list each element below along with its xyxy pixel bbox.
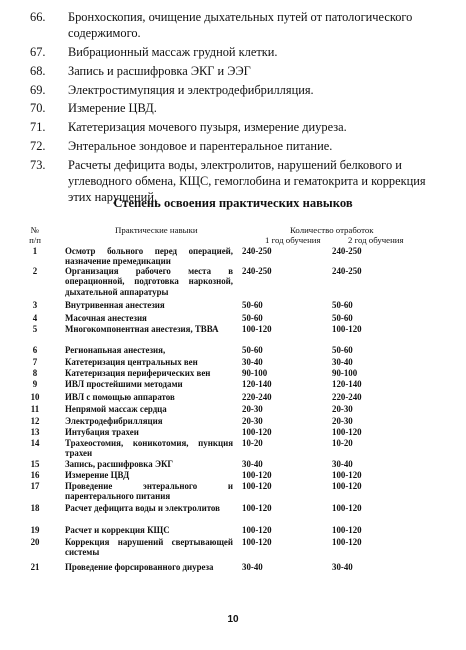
row-year1-count: 10-20 bbox=[242, 438, 263, 448]
row-year1-count: 240-250 bbox=[242, 246, 272, 256]
row-skill: Расчет дефицита воды и электролитов bbox=[65, 503, 220, 513]
row-year2-count: 20-30 bbox=[332, 404, 353, 414]
row-year2-count: 100-120 bbox=[332, 525, 362, 535]
row-year2-count: 20-30 bbox=[332, 416, 353, 426]
row-skill: Расчет и коррекция КЩС bbox=[65, 525, 170, 535]
col-header-number-sub: п/п bbox=[29, 235, 41, 245]
row-year1-count: 50-60 bbox=[242, 345, 263, 355]
row-number: 19 bbox=[30, 525, 40, 535]
row-number: 9 bbox=[32, 379, 38, 389]
row-year2-count: 30-40 bbox=[332, 562, 353, 572]
row-year1-count: 240-250 bbox=[242, 266, 272, 276]
list-item-number: 70. bbox=[30, 101, 46, 116]
row-number: 14 bbox=[30, 438, 40, 448]
row-number: 16 bbox=[30, 470, 40, 480]
row-year1-count: 50-60 bbox=[242, 313, 263, 323]
row-year2-count: 220-240 bbox=[332, 392, 362, 402]
row-skill: Интубация трахеи bbox=[65, 427, 139, 437]
row-year2-count: 90-100 bbox=[332, 368, 358, 378]
row-skill: Организация рабочего места в операционной, подготовка наркозной, дыхательной аппаратуры bbox=[65, 266, 233, 297]
row-number: 20 bbox=[30, 537, 40, 547]
list-item-text: Катетеризация мочевого пузыря, измерение диуреза. bbox=[68, 120, 347, 135]
list-item-text: Запись и расшифровка ЭКГ и ЭЭГ bbox=[68, 63, 251, 78]
row-year2-count: 100-120 bbox=[332, 324, 362, 334]
row-year1-count: 30-40 bbox=[242, 562, 263, 572]
row-year2-count: 240-250 bbox=[332, 246, 362, 256]
row-year2-count: 100-120 bbox=[332, 537, 362, 547]
list-item-number: 69. bbox=[30, 82, 46, 97]
row-skill: Измерение ЦВД bbox=[65, 470, 130, 480]
list-item-text: Электростимупяция и электродефибрилляция. bbox=[68, 82, 314, 97]
row-number: 2 bbox=[32, 266, 38, 276]
row-year2-count: 30-40 bbox=[332, 459, 353, 469]
row-skill: Электродефибрилляция bbox=[65, 416, 163, 426]
row-number: 4 bbox=[32, 313, 38, 323]
row-year1-count: 30-40 bbox=[242, 357, 263, 367]
row-year1-count: 100-120 bbox=[242, 481, 272, 491]
row-number: 10 bbox=[30, 392, 40, 402]
row-skill: Трахеостомия, коникотомия, пункция трахеи bbox=[65, 438, 233, 459]
row-year1-count: 100-120 bbox=[242, 525, 272, 535]
list-item-number: 71. bbox=[30, 120, 46, 135]
row-number: 5 bbox=[32, 324, 38, 334]
row-number: 7 bbox=[32, 357, 38, 367]
row-year2-count: 240-250 bbox=[332, 266, 362, 276]
list-item-text: Бронхоскопия, очищение дыхательных путей от патологического содержимого. bbox=[68, 10, 413, 41]
row-number: 21 bbox=[30, 562, 40, 572]
list-item-number: 68. bbox=[30, 63, 46, 78]
row-skill: Коррекция нарушений свертывающей системы bbox=[65, 537, 233, 558]
row-number: 12 bbox=[30, 416, 40, 426]
row-year1-count: 90-100 bbox=[242, 368, 268, 378]
row-number: 18 bbox=[30, 503, 40, 513]
row-skill: Катетеризация центральных вен bbox=[65, 357, 198, 367]
row-number: 8 bbox=[32, 368, 38, 378]
row-year2-count: 100-120 bbox=[332, 503, 362, 513]
list-item-number: 66. bbox=[30, 10, 46, 24]
list-item-text: Энтеральное зондовое и парентеральное питание. bbox=[68, 138, 333, 153]
row-year1-count: 100-120 bbox=[242, 324, 272, 334]
row-skill: ИВЛ простейшими методами bbox=[65, 379, 183, 389]
row-year1-count: 220-240 bbox=[242, 392, 272, 402]
row-skill: Катетеризация периферических вен bbox=[65, 368, 211, 378]
row-year2-count: 100-120 bbox=[332, 427, 362, 437]
row-skill: Проведение энтерального и парентерального питания bbox=[65, 481, 233, 502]
section-title: Степень освоения практических навыков bbox=[113, 196, 353, 210]
col-header-skills: Практические навыки bbox=[115, 225, 198, 235]
row-year2-count: 10-20 bbox=[332, 438, 353, 448]
row-year2-count: 30-40 bbox=[332, 357, 353, 367]
row-skill: Запись, расшифровка ЭКГ bbox=[65, 459, 174, 469]
row-number: 1 bbox=[32, 246, 38, 256]
row-year2-count: 50-60 bbox=[332, 300, 353, 310]
row-year2-count: 50-60 bbox=[332, 313, 353, 323]
row-year1-count: 20-30 bbox=[242, 404, 263, 414]
row-skill: ИВЛ с помощью аппаратов bbox=[65, 392, 175, 402]
row-year2-count: 50-60 bbox=[332, 345, 353, 355]
row-year1-count: 30-40 bbox=[242, 459, 263, 469]
col-header-year2: 2 год обучения bbox=[348, 235, 404, 245]
list-item-number: 67. bbox=[30, 45, 46, 59]
row-number: 13 bbox=[30, 427, 40, 437]
row-skill: Регионапьная анестезия, bbox=[65, 345, 166, 355]
row-year1-count: 100-120 bbox=[242, 427, 272, 437]
list-item-number: 73. bbox=[30, 157, 46, 172]
list-item-number: 72. bbox=[30, 138, 46, 153]
row-year1-count: 120-140 bbox=[242, 379, 272, 389]
row-number: 3 bbox=[32, 300, 38, 310]
row-year1-count: 100-120 bbox=[242, 470, 272, 480]
row-number: 11 bbox=[30, 404, 40, 414]
row-skill: Многокомпонентная анестезия, ТВВА bbox=[65, 324, 219, 334]
row-skill: Проведение форсированного диуреза bbox=[65, 562, 214, 572]
list-item-text: Расчеты дефицита воды, электролитов, нарушений белкового и углеводного обмена, КЩС, гемоглобина и гематокрита и коррекция этих нарушений. bbox=[68, 157, 426, 205]
row-year2-count: 100-120 bbox=[332, 481, 362, 491]
row-year1-count: 100-120 bbox=[242, 537, 272, 547]
col-header-year1: 1 год обучения bbox=[265, 235, 321, 245]
row-skill: Внутривенная анестезия bbox=[65, 300, 165, 310]
col-header-number: № bbox=[30, 225, 40, 235]
list-item-text: Вибрационный массаж грудной клетки. bbox=[68, 45, 278, 59]
row-number: 17 bbox=[30, 481, 40, 491]
row-year1-count: 100-120 bbox=[242, 503, 272, 513]
row-skill: Осмотр больного перед операцией, назначение премедикации bbox=[65, 246, 233, 267]
col-header-count: Количество отработок bbox=[290, 225, 374, 235]
list-item-text: Измерение ЦВД. bbox=[68, 101, 157, 116]
row-year2-count: 100-120 bbox=[332, 470, 362, 480]
row-skill: Непрямой массаж сердца bbox=[65, 404, 167, 414]
row-number: 6 bbox=[32, 345, 38, 355]
page-number: 10 bbox=[227, 614, 239, 625]
row-year2-count: 120-140 bbox=[332, 379, 362, 389]
row-year1-count: 20-30 bbox=[242, 416, 263, 426]
row-skill: Масочная анестезия bbox=[65, 313, 147, 323]
row-year1-count: 50-60 bbox=[242, 300, 263, 310]
row-number: 15 bbox=[30, 459, 40, 469]
